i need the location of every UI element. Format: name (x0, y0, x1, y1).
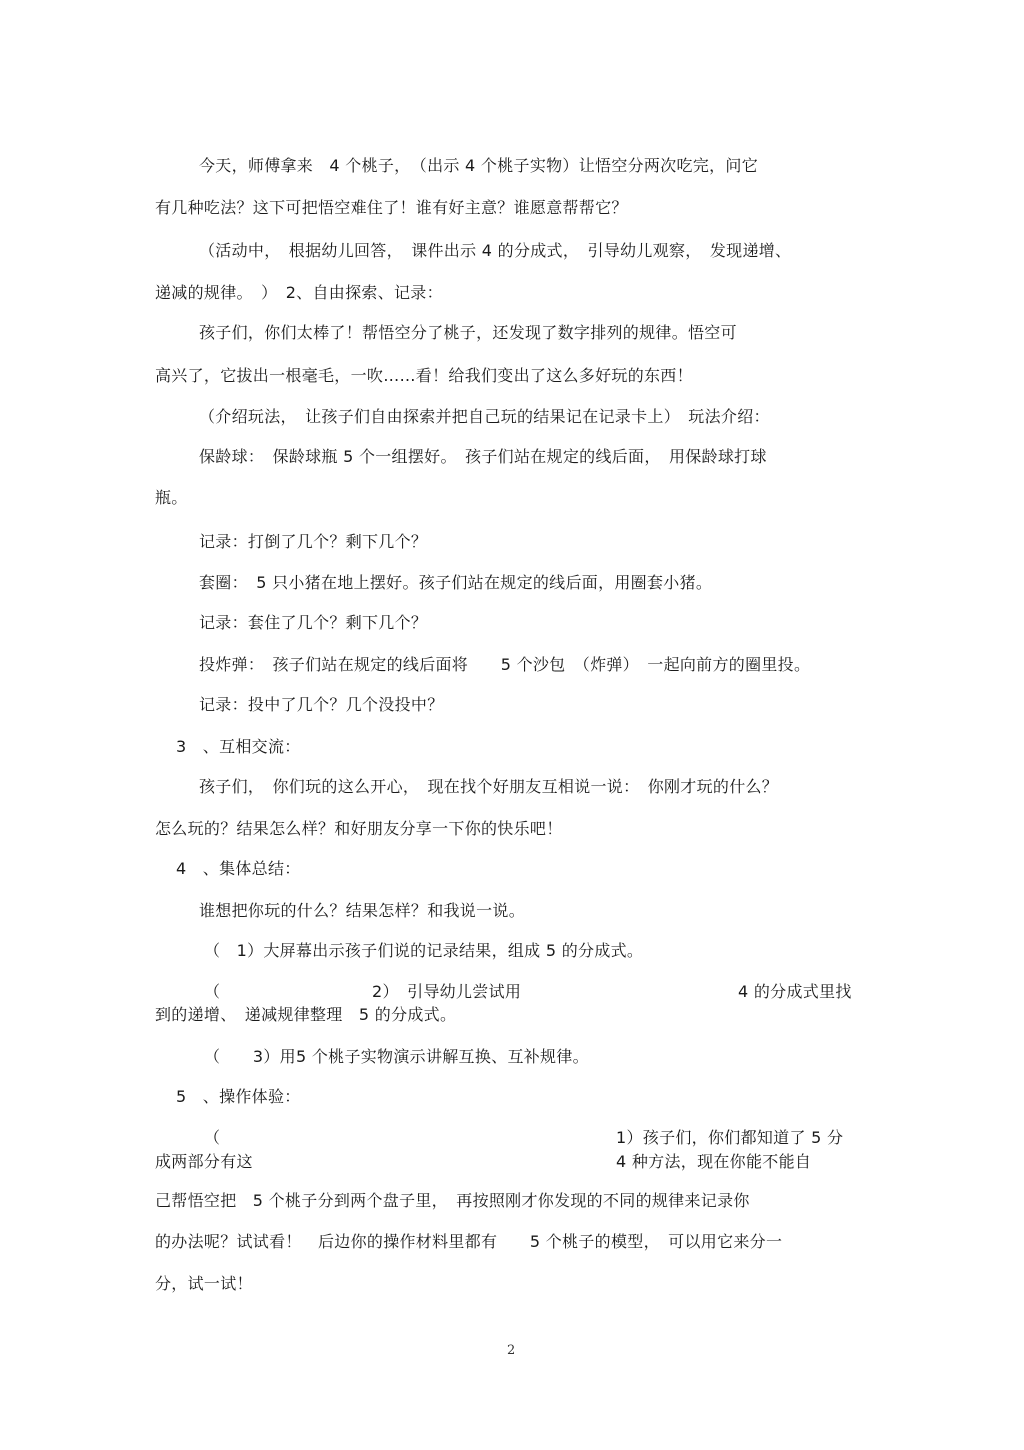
text-fragment: （ (204, 982, 221, 1001)
text-line: 孩子们，你们太棒了！帮悟空分了桃子，还发现了数字排列的规律。悟空可 (199, 323, 737, 342)
text-line: 己帮悟空把 5 个桃子分到两个盘子里， 再按照刚才你发现的不同的规律来记录你 (155, 1191, 750, 1210)
text-fragment: 1）孩子们，你们都知道了 5 分 (616, 1128, 844, 1147)
text-line: 递减的规律。 ） 2、自由探索、记录： (155, 283, 443, 302)
text-line: 怎么玩的？结果怎么样？和好朋友分享一下你的快乐吧！ (155, 819, 563, 838)
text-line: 套圈： 5 只小猪在地上摆好。孩子们站在规定的线后面，用圈套小猪。 (199, 573, 713, 592)
text-line: 瓶。 (155, 488, 188, 507)
text-line: （介绍玩法， 让孩子们自由探索并把自己玩的结果记在记录卡上） 玩法介绍： (199, 407, 770, 426)
text-line: （ 3）用5 个桃子实物演示讲解互换、互补规律。 (204, 1047, 589, 1066)
text-fragment: 4 种方法，现在你能不能自 (616, 1152, 812, 1171)
text-line: （ 1）大屏幕出示孩子们说的记录结果，组成 5 的分成式。 (204, 941, 644, 960)
text-line: 高兴了，它拔出一根毫毛，一吹……看！给我们变出了这么多好玩的东西！ (155, 366, 693, 385)
text-fragment: （ (204, 1128, 221, 1147)
text-line: 分，试一试！ (155, 1274, 253, 1293)
text-line: 的办法呢？试试看！ 后边你的操作材料里都有 5 个桃子的模型， 可以用它来分一 (155, 1232, 783, 1251)
page-number: 2 (507, 1343, 516, 1358)
text-fragment: 4 的分成式里找 (738, 982, 852, 1001)
text-line: 谁想把你玩的什么？结果怎样？和我说一说。 (199, 901, 526, 920)
text-line: （活动中， 根据幼儿回答， 课件出示 4 的分成式， 引导幼儿观察， 发现递增、 (199, 241, 792, 260)
section-heading: 3 、互相交流： (176, 737, 301, 756)
text-line: 投炸弹： 孩子们站在规定的线后面将 5 个沙包 （炸弹） 一起向前方的圈里投。 (199, 655, 811, 674)
text-line: 今天，师傅拿来 4 个桃子， （出示 4 个桃子实物）让悟空分两次吃完，问它 (199, 156, 759, 175)
text-line: 到的递增、 递减规律整理 5 的分成式。 (155, 1005, 457, 1024)
text-fragment: 2） 引导幼儿尝试用 (372, 982, 522, 1001)
text-line: 有几种吃法？这下可把悟空难住了！谁有好主意？谁愿意帮帮它？ (155, 198, 628, 217)
text-line: 孩子们， 你们玩的这么开心， 现在找个好朋友互相说一说： 你刚才玩的什么？ (199, 777, 779, 796)
text-line: 记录：投中了几个？几个没投中？ (199, 695, 444, 714)
text-line: 记录：打倒了几个？剩下几个？ (199, 532, 428, 551)
text-line: 记录：套住了几个？剩下几个？ (199, 613, 428, 632)
section-heading: 4 、集体总结： (176, 859, 301, 878)
section-heading: 5 、操作体验： (176, 1087, 301, 1106)
text-line: 保龄球： 保龄球瓶 5 个一组摆好。 孩子们站在规定的线后面， 用保龄球打球 (199, 447, 767, 466)
text-fragment: 成两部分有这 (155, 1152, 253, 1171)
